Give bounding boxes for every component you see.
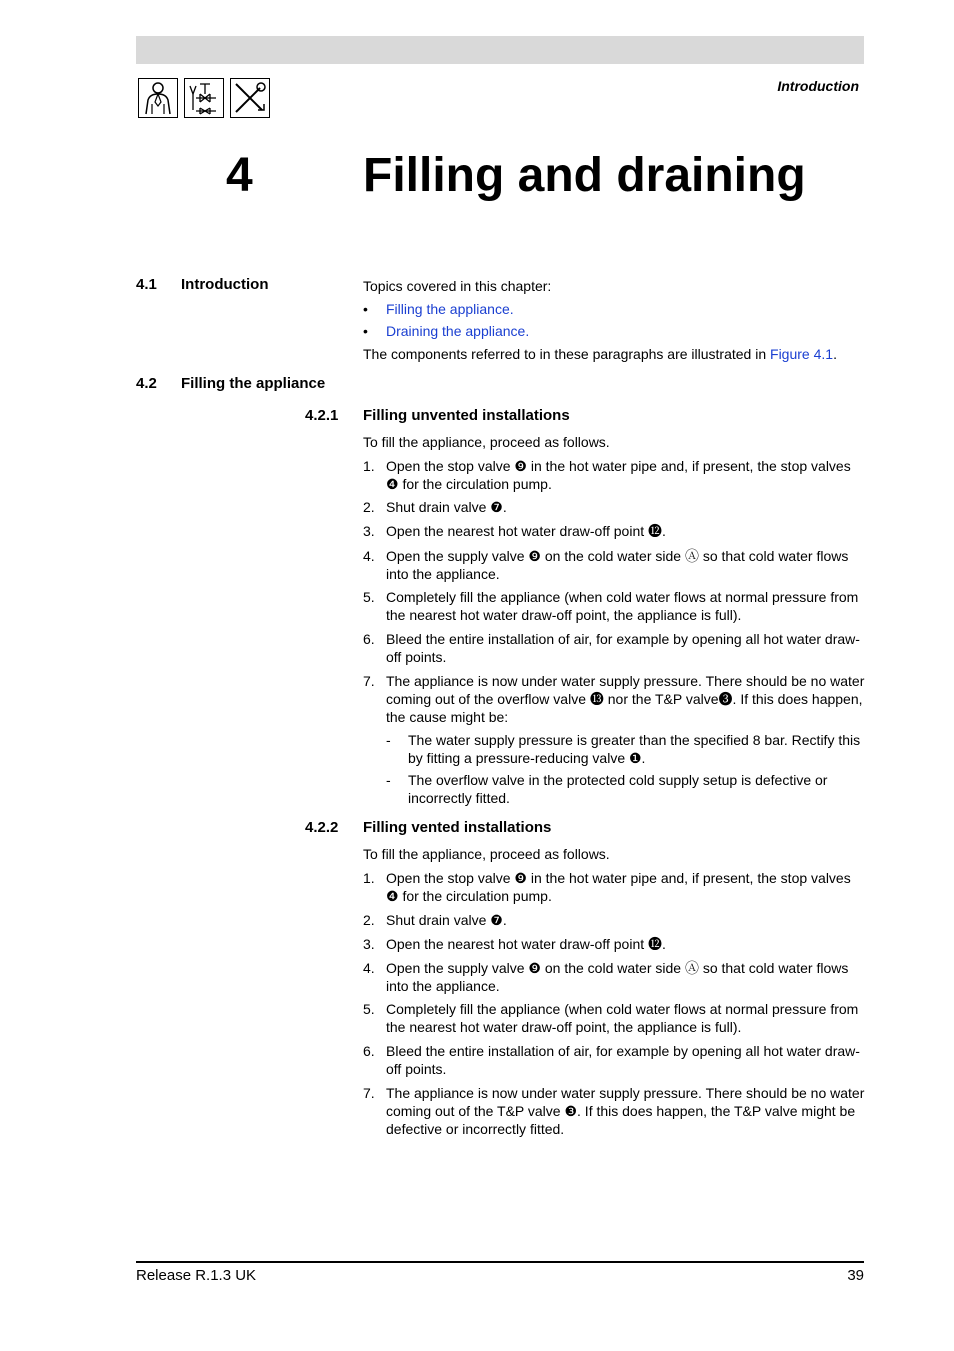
- chapter-number: 4: [226, 149, 253, 202]
- topic-link-draining[interactable]: Draining the appliance.: [386, 323, 530, 339]
- figure-link[interactable]: Figure 4.1: [770, 346, 834, 362]
- page-number: 39: [847, 1267, 864, 1284]
- running-header: Introduction: [777, 78, 859, 94]
- tools-icon: [230, 78, 270, 118]
- procedure-intro: To fill the appliance, proceed as follows.: [363, 846, 610, 862]
- intro-text: Topics covered in this chapter:: [363, 278, 552, 294]
- header-icons: [138, 78, 270, 118]
- installer-person-icon: [138, 78, 178, 118]
- header-bar: [136, 36, 864, 64]
- footer-rule: [136, 1261, 864, 1263]
- release-label: Release R.1.3 UK: [136, 1267, 257, 1284]
- valve-symbol-icon: [184, 78, 224, 118]
- components-note: The components referred to in these paragraphs are illustrated in Figure 4.1.: [363, 346, 837, 362]
- topic-link-filling[interactable]: Filling the appliance.: [386, 301, 514, 317]
- chapter-title: Filling and draining: [363, 149, 806, 202]
- procedure-intro: To fill the appliance, proceed as follows.: [363, 434, 610, 450]
